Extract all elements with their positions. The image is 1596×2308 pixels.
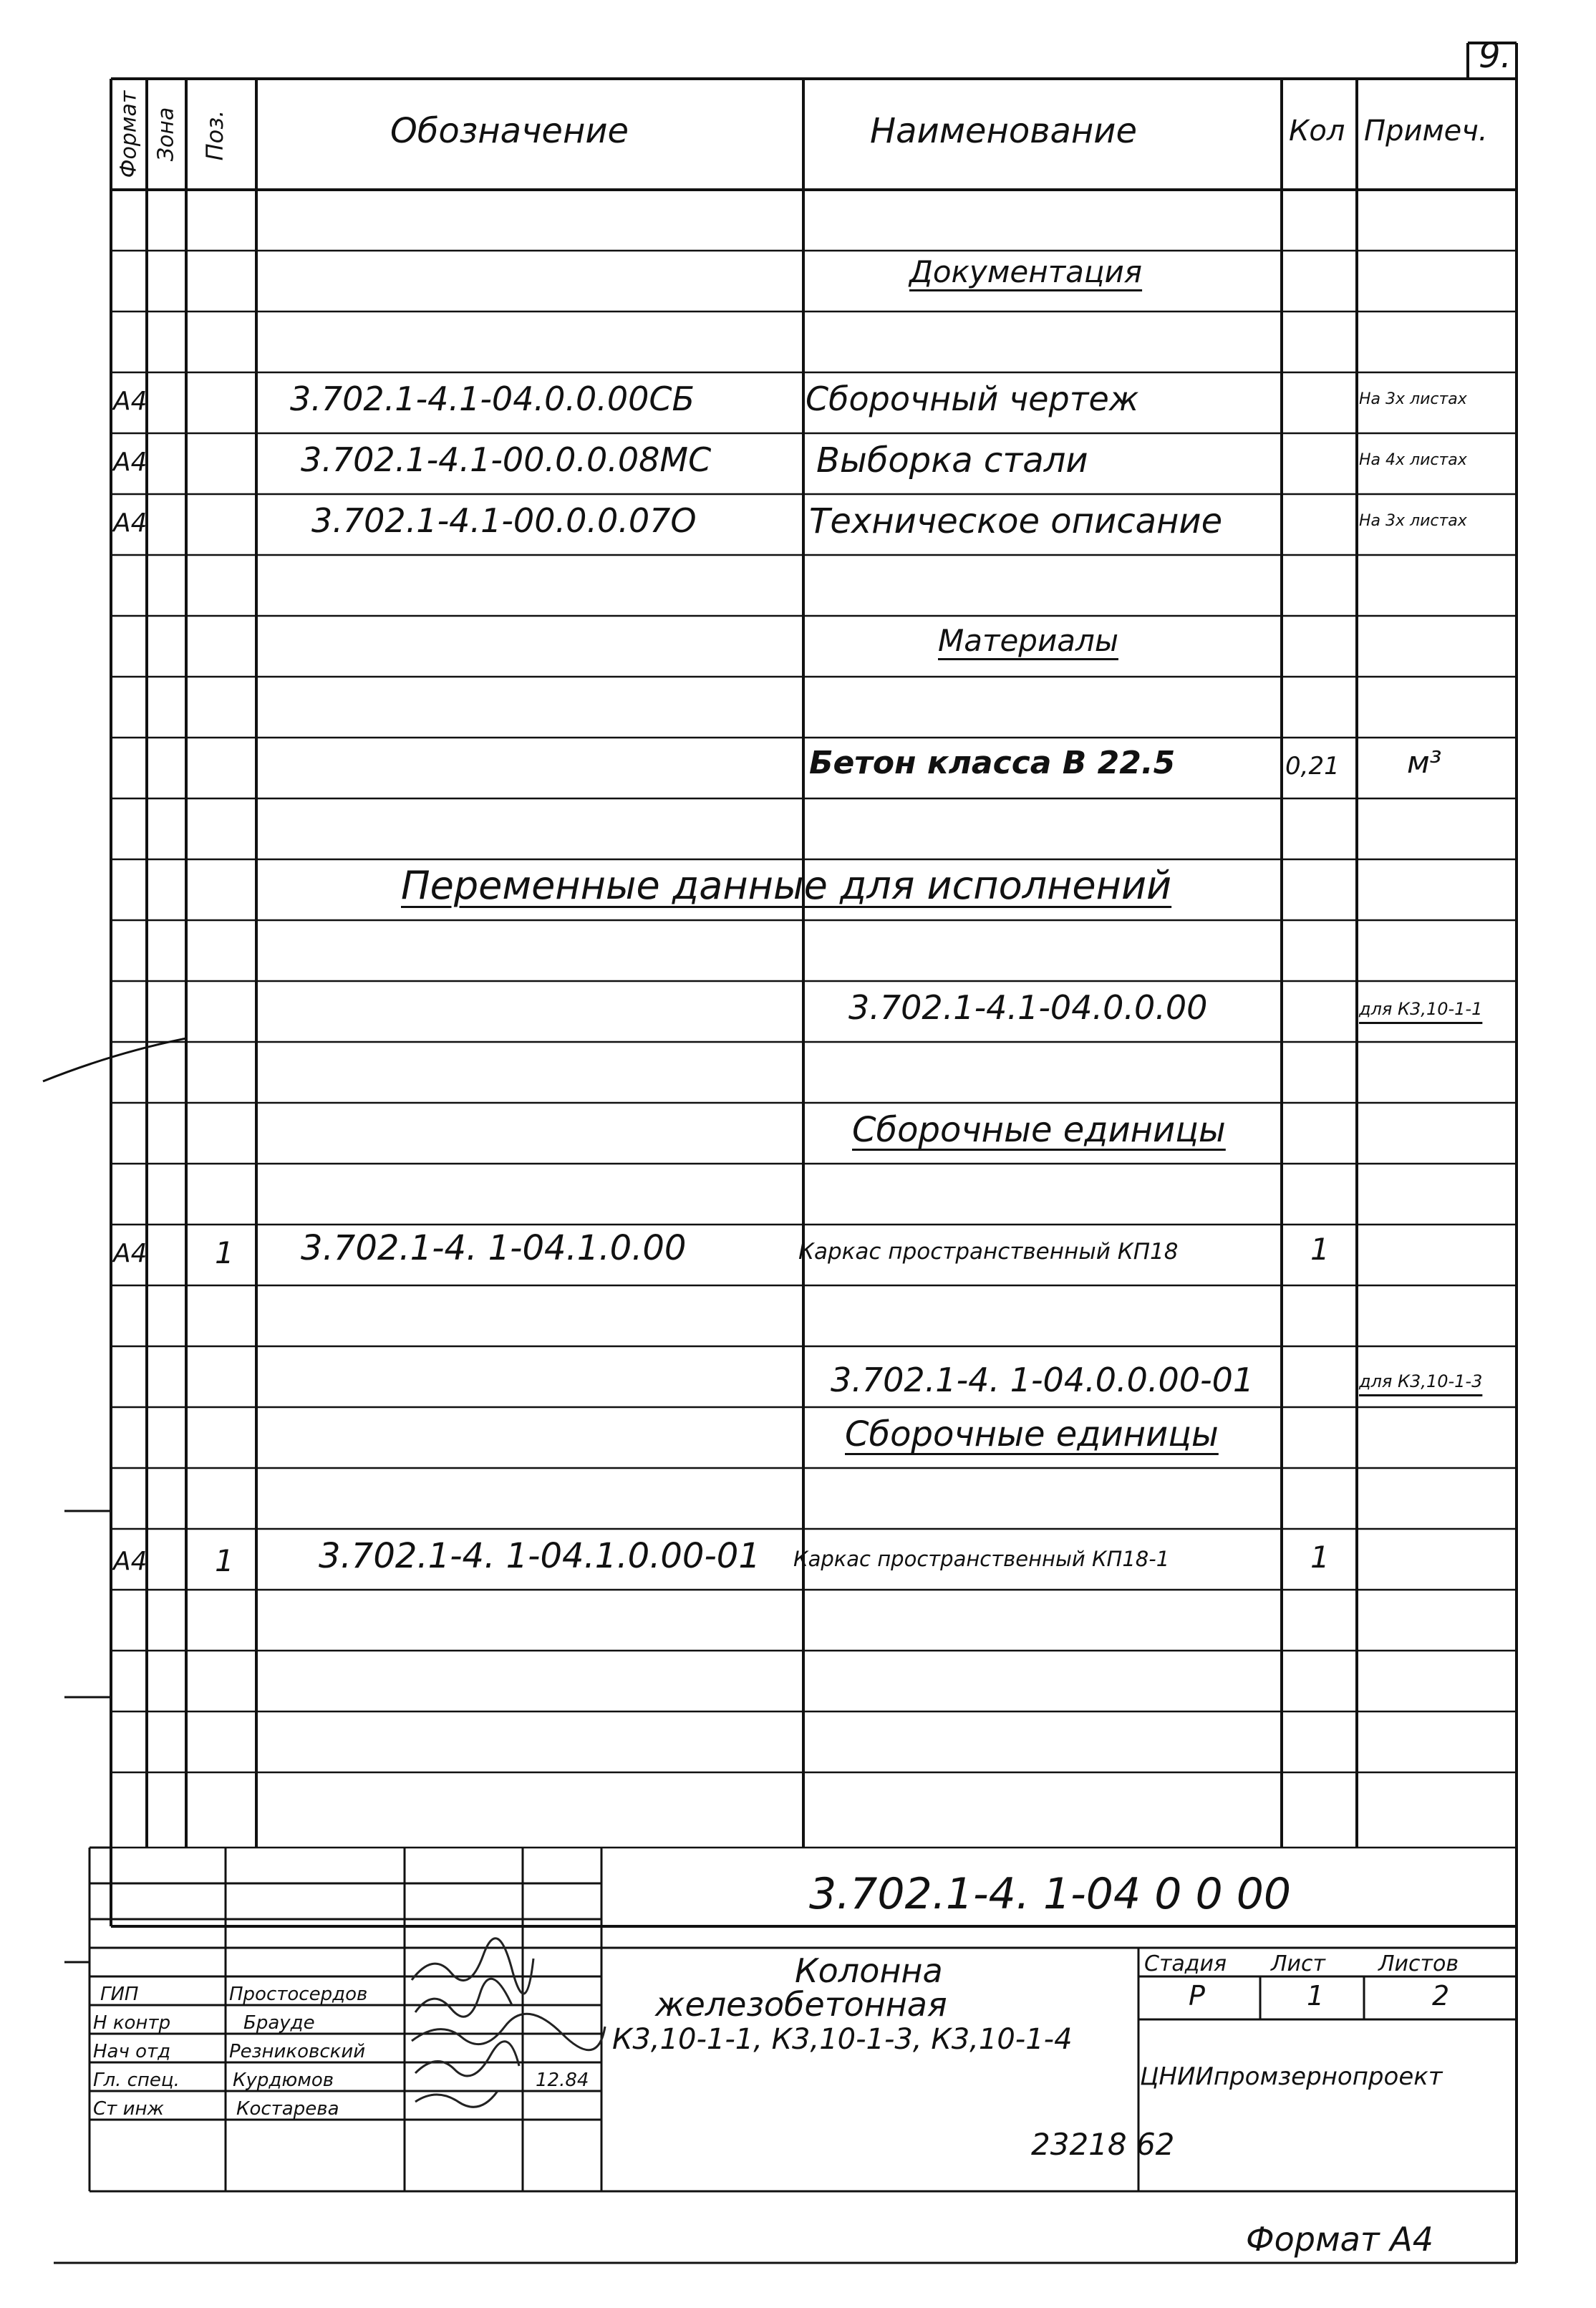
signer-role-3: Нач отд: [93, 2041, 171, 2062]
section-assembly-units-1: Сборочные единицы: [852, 1110, 1226, 1150]
header-zone: Зона: [153, 107, 179, 162]
sign-date: 12.84: [536, 2070, 589, 2091]
stage-value: Р: [1189, 1980, 1205, 2012]
material-name: Бетон класса В 22.5: [809, 745, 1176, 781]
doc-row-1-designation: 3.702.1-4.1-04.0.0.00СБ: [290, 380, 695, 418]
variant-2-item-qty: 1: [1310, 1540, 1330, 1575]
title-doc-number: 3.702.1-4. 1-04 0 0 00: [809, 1869, 1292, 1919]
title-line1: Колонна: [795, 1951, 943, 1990]
variant-2-note: для К3,10-1-3: [1359, 1371, 1483, 1391]
sheets-label: Листов: [1378, 1951, 1459, 1976]
inventory-number: 23218 62: [1031, 2127, 1175, 2162]
signer-role-1: ГИП: [100, 1984, 139, 2005]
header-qty: Кол: [1289, 115, 1345, 148]
doc-row-3-name: Техническое описание: [809, 501, 1223, 541]
variant-2-designation: 3.702.1-4. 1-04.0.0.00-01: [831, 1361, 1254, 1399]
organization: ЦНИИпромзернопроект: [1140, 2062, 1443, 2091]
signer-name-2: Брауде: [243, 2012, 315, 2034]
format-label: Формат А4: [1246, 2220, 1433, 2259]
header-note: Примеч.: [1364, 115, 1488, 148]
signer-role-4: Гл. спец.: [93, 2070, 180, 2091]
doc-row-2-name: Выборка стали: [816, 440, 1088, 481]
section-materials: Материалы: [938, 623, 1118, 658]
doc-row-1-note: На 3х листах: [1359, 390, 1467, 408]
variant-2-item-pos: 1: [215, 1543, 234, 1578]
signer-name-3: Резниковский: [229, 2041, 366, 2062]
material-qty: 0,21: [1285, 752, 1340, 781]
header-name: Наименование: [870, 111, 1138, 151]
doc-row-2-designation: 3.702.1-4.1-00.0.0.08МС: [301, 440, 712, 479]
stage-label: Стадия: [1144, 1951, 1227, 1976]
signer-role-2: Н контр: [93, 2012, 171, 2034]
sheets-value: 2: [1432, 1980, 1450, 2012]
variant-1-item-qty: 1: [1310, 1232, 1330, 1267]
sheet-value: 1: [1307, 1980, 1325, 2012]
doc-row-3-note: На 3х листах: [1359, 512, 1467, 530]
header-format: Формат: [116, 90, 142, 178]
title-line2: железобетонная: [655, 1985, 947, 2024]
doc-row-2-format: А4: [113, 448, 147, 477]
doc-row-1-name: Сборочный чертеж: [806, 380, 1139, 418]
doc-row-3-format: А4: [113, 508, 147, 538]
doc-row-1-format: А4: [113, 387, 147, 416]
sheet-corner-number: 9.: [1479, 36, 1512, 76]
signer-name-4: Курдюмов: [233, 2070, 334, 2091]
signer-role-5: Ст инж: [93, 2098, 164, 2120]
doc-row-3-designation: 3.702.1-4.1-00.0.0.07О: [311, 501, 697, 540]
variant-1-item-name: Каркас пространственный КП18: [798, 1239, 1179, 1265]
variant-1-item-pos: 1: [215, 1235, 234, 1270]
variant-1-item-designation: 3.702.1-4. 1-04.1.0.00: [301, 1228, 687, 1268]
sheet-label: Лист: [1271, 1951, 1326, 1976]
variant-1-item-format: А4: [113, 1239, 147, 1268]
variant-2-item-format: А4: [113, 1547, 147, 1576]
doc-row-2-note: На 4х листах: [1359, 451, 1467, 469]
variant-1-note: для К3,10-1-1: [1359, 999, 1483, 1019]
section-documentation: Документация: [909, 254, 1143, 289]
title-line3: К3,10-1-1, К3,10-1-3, К3,10-1-4: [612, 2023, 1073, 2056]
header-designation: Обозначение: [390, 111, 629, 151]
material-unit: м³: [1407, 745, 1442, 780]
signer-name-1: Простосердов: [229, 1984, 368, 2005]
signer-name-5: Костарева: [236, 2098, 339, 2120]
section-variable-data: Переменные данные для исполнений: [401, 863, 1172, 908]
section-assembly-units-2: Сборочные единицы: [845, 1414, 1219, 1454]
variant-2-item-name: Каркас пространственный КП18-1: [793, 1547, 1170, 1571]
header-pos: Поз.: [201, 110, 228, 161]
variant-1-designation: 3.702.1-4.1-04.0.0.00: [848, 988, 1208, 1027]
variant-2-item-designation: 3.702.1-4. 1-04.1.0.00-01: [319, 1536, 760, 1576]
